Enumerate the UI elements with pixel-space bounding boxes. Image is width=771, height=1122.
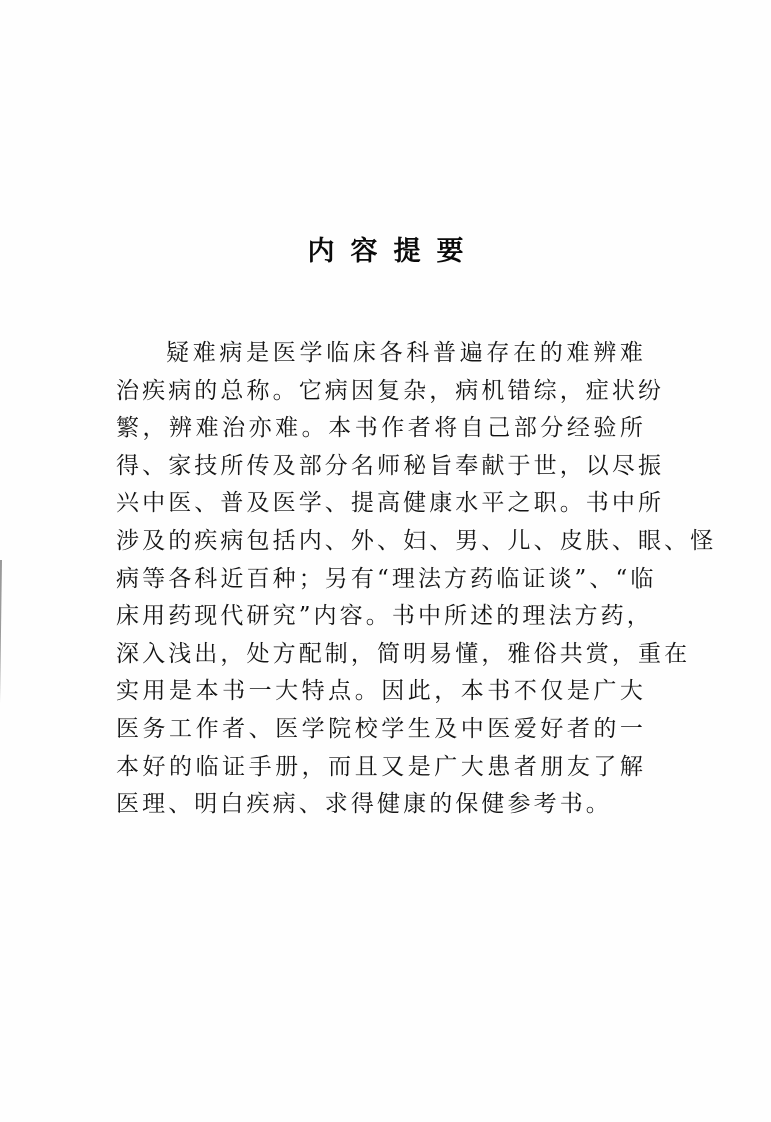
text-line: 涉及的疾病包括内、外、妇、男、儿、皮肤、眼、怪 — [116, 527, 717, 554]
text-line: 繁，辨难治亦难。本书作者将自己部分经验所 — [116, 415, 646, 442]
text-line: 兴中医、普及医学、提高健康水平之职。书中所 — [116, 490, 665, 517]
summary-paragraph — [116, 335, 717, 824]
text-line: 床用药现代研究”内容。书中所述的理法方药， — [116, 603, 653, 630]
text-line: 医务工作者、医学院校学生及中医爱好者的一 — [116, 715, 646, 742]
text-line: 深入浅出，处方配制，简明易懂，雅俗共赏，重在 — [116, 640, 691, 667]
text-line: 得、家技所传及部分名师秘旨奉献于世，以尽振 — [116, 452, 665, 479]
page-title: 内容提要 — [307, 236, 480, 267]
text-line: 实用是本书一大特点。因此，本书不仅是广大 — [116, 678, 646, 705]
scan-edge-line — [0, 560, 2, 1122]
text-line: 本好的临证手册，而且又是广大患者朋友了解 — [116, 753, 646, 780]
text-line: 病等各科近百种；另有“理法方药临证谈”、“临 — [116, 565, 657, 592]
text-line: 医理、明白疾病、求得健康的保健参考书。 — [116, 791, 612, 818]
text-line: 疑难病是医学临床各科普遍存在的难辨难 — [166, 340, 646, 366]
text-line: 治疾病的总称。它病因复杂，病机错综，症状纷 — [116, 377, 665, 404]
